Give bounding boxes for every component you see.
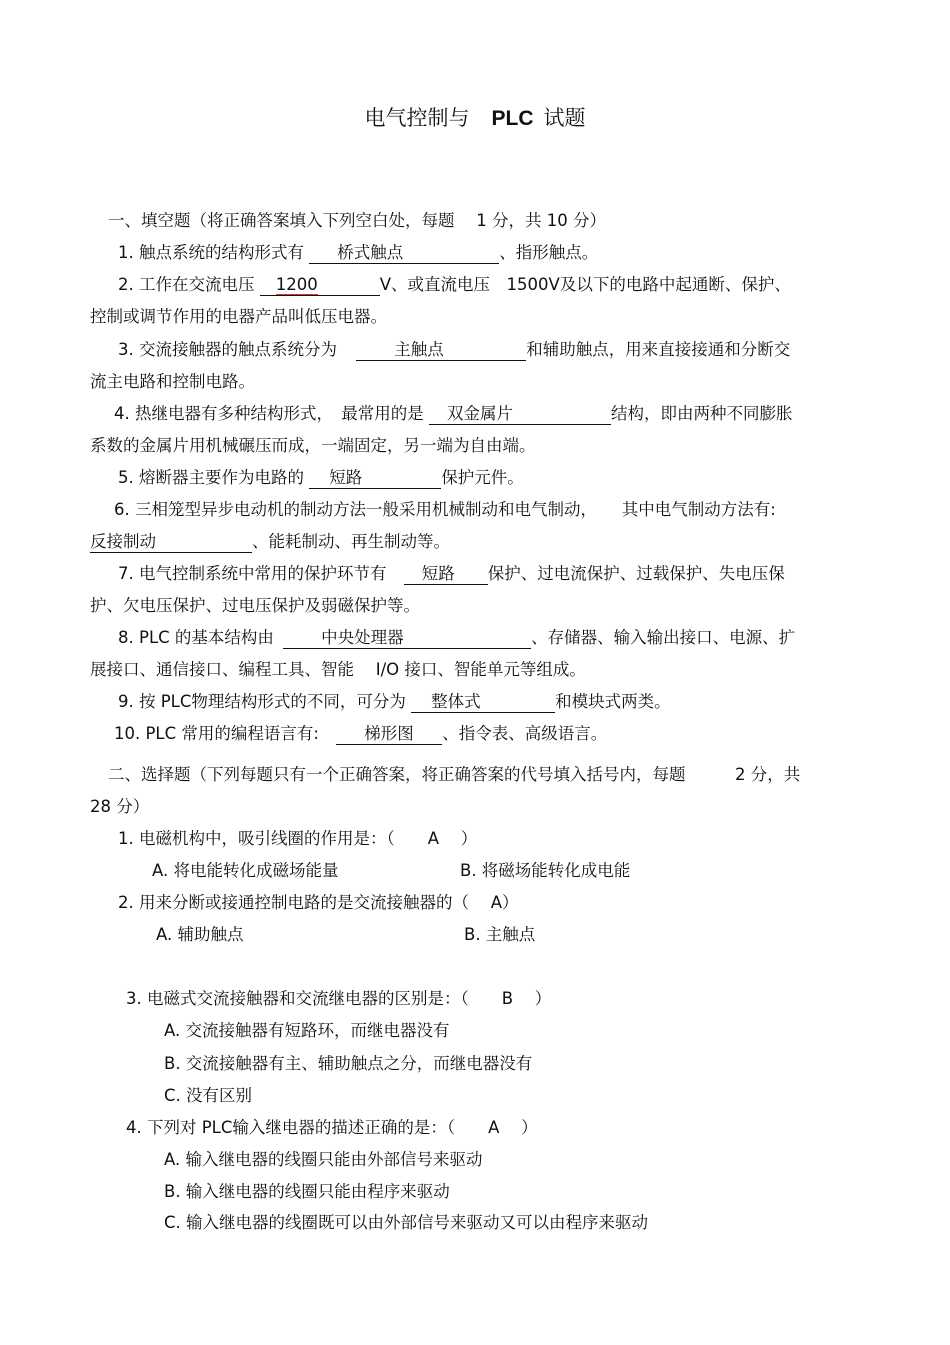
question-8-cont: 展接口、通信接口、编程工具、智能 I/O 接口、智能单元等组成。 xyxy=(90,660,586,679)
choice-question-4: 4. 下列对 PLC输入继电器的描述正确的是：（ A ） xyxy=(126,1118,538,1137)
choice-option-a: A. 辅助触点 xyxy=(156,925,244,944)
answer-blank: 短路 xyxy=(309,468,441,489)
choice-option-b: B. 将磁场能转化成电能 xyxy=(460,861,631,880)
question-5: 5. 熔断器主要作为电路的 短路 保护元件。 xyxy=(118,468,524,487)
question-4-cont: 系数的金属片用机械碾压而成，一端固定，另一端为自由端。 xyxy=(90,436,536,455)
question-1: 1. 触点系统的结构形式有 桥式触点 、指形触点。 xyxy=(118,243,599,262)
page-title: 电气控制与 PLC 试题 xyxy=(364,106,586,130)
choice-option-a: A. 输入继电器的线圈只能由外部信号来驱动 xyxy=(164,1150,483,1169)
question-3: 3. 交流接触器的触点系统分为 主触点 和辅助触点，用来直接接通和分断交 xyxy=(118,340,791,359)
choice-question-3: 3. 电磁式交流接触器和交流继电器的区别是：（ B ） xyxy=(126,989,552,1008)
question-9: 9. 按 PLC物理结构形式的不同，可分为 整体式 和模块式两类。 xyxy=(118,692,671,711)
question-6: 6. 三相笼型异步电动机的制动方法一般采用机械制动和电气制动， 其中电气制动方法有: xyxy=(114,500,776,519)
answer-blank: 桥式触点 xyxy=(309,243,499,264)
choice-option-c: C. 没有区别 xyxy=(164,1086,253,1105)
choice-question-2: 2. 用来分断或接通控制电路的是交流接触器的（ A） xyxy=(118,893,519,912)
answer-blank: 双金属片 xyxy=(429,404,611,425)
question-7-cont: 护、欠电压保护、过电压保护及弱磁保护等。 xyxy=(90,596,420,615)
question-3-cont: 流主电路和控制电路。 xyxy=(90,372,255,391)
answer-blank: 整体式 xyxy=(411,692,555,713)
section2-header: 二、选择题（下列每题只有一个正确答案，将正确答案的代号填入括号内，每题 2 分，共 xyxy=(108,765,801,784)
section1-header: 一、填空题（将正确答案填入下列空白处，每题 1 分，共 10 分） xyxy=(108,211,606,230)
choice-option-b: B. 输入继电器的线圈只能由程序来驱动 xyxy=(164,1182,450,1201)
choice-option-a: A. 将电能转化成磁场能量 xyxy=(152,861,339,880)
question-10: 10. PLC 常用的编程语言有: 梯形图 、指令表、高级语言。 xyxy=(114,724,608,743)
choice-option-c: C. 输入继电器的线圈既可以由外部信号来驱动又可以由程序来驱动 xyxy=(164,1213,649,1232)
answer-blank: 1200 xyxy=(260,275,380,296)
choice-option-a: A. 交流接触器有短路环，而继电器没有 xyxy=(164,1021,450,1040)
choice-option-b: B. 主触点 xyxy=(464,925,536,944)
question-2: 2. 工作在交流电压 1200 V、或直流电压 1500V及以下的电路中起通断、保护、 xyxy=(118,275,791,294)
choice-option-b: B. 交流接触器有主、辅助触点之分，而继电器没有 xyxy=(164,1054,533,1073)
question-7: 7. 电气控制系统中常用的保护环节有 短路 保护、过电流保护、过载保护、失电压保 xyxy=(118,564,785,583)
answer-blank: 中央处理器 xyxy=(283,628,531,649)
question-2-cont: 控制或调节作用的电器产品叫低压电器。 xyxy=(90,307,387,326)
question-8: 8. PLC 的基本结构由 中央处理器 、存储器、输入输出接口、电源、扩 xyxy=(118,628,796,647)
question-4: 4. 热继电器有多种结构形式， 最常用的是 双金属片 结构，即由两种不同膨胀 xyxy=(114,404,793,423)
answer-blank: 短路 xyxy=(404,564,488,585)
answer-blank: 梯形图 xyxy=(336,724,442,745)
choice-question-1: 1. 电磁机构中，吸引线圈的作用是：（ A ） xyxy=(118,829,478,848)
question-6-cont: 反接制动 、能耗制动、再生制动等。 xyxy=(90,532,450,551)
section2-header-cont: 28 分） xyxy=(90,797,150,816)
answer-blank: 反接制动 xyxy=(90,532,252,553)
answer-blank: 主触点 xyxy=(356,340,526,361)
